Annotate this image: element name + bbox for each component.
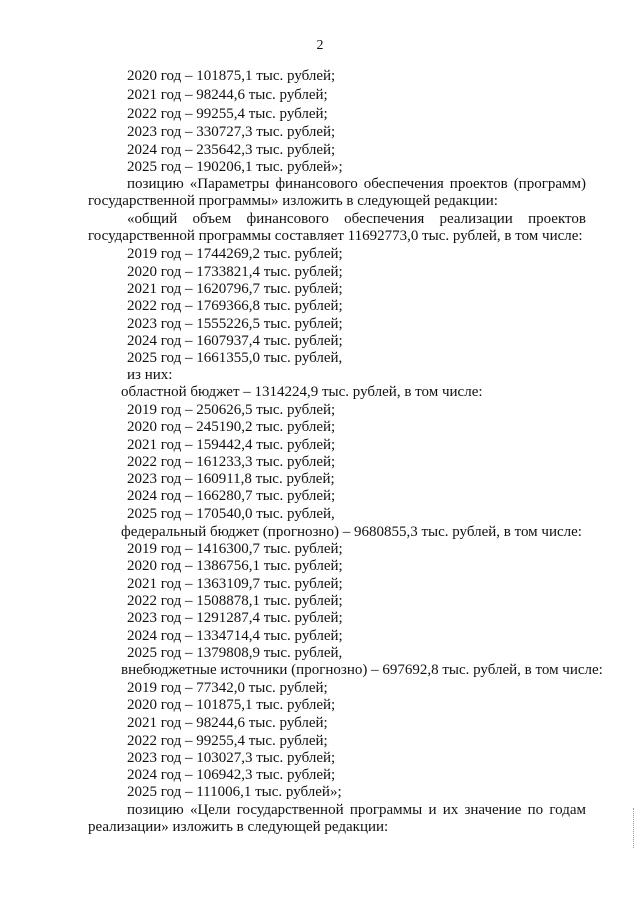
paragraph-line: государственной программы составляет 11692773,0 тыс. рублей, в том числе: [88,228,583,244]
paragraph-line: «общий объем финансового обеспечения реализации проектов [127,211,586,227]
text-line: 2021 год – 159442,4 тыс. рублей; [127,437,336,453]
text-line: из них: [127,367,173,383]
text-line: 2021 год – 98244,6 тыс. рублей; [127,87,328,103]
text-line: 2020 год – 245190,2 тыс. рублей; [127,419,336,435]
text-line: 2020 год – 101875,1 тыс. рублей; [127,697,336,713]
text-line: 2022 год – 99255,4 тыс. рублей; [127,733,328,749]
text-line: 2019 год – 1744269,2 тыс. рублей; [127,246,343,262]
text-line: 2020 год – 1386756,1 тыс. рублей; [127,558,343,574]
text-line: 2020 год – 101875,1 тыс. рублей; [127,68,336,84]
text-line: 2022 год – 161233,3 тыс. рублей; [127,454,336,470]
page-number: 2 [316,38,324,53]
section-heading-line: федеральный бюджет (прогнозно) – 9680855,3 тыс. рублей, в том числе: [121,524,582,540]
text-line: 2021 год – 1620796,7 тыс. рублей; [127,281,343,297]
section-heading-line: внебюджетные источники (прогнозно) – 697692,8 тыс. рублей, в том числе: [121,662,603,678]
text-line: 2019 год – 1416300,7 тыс. рублей; [127,541,343,557]
text-line: 2025 год – 1379808,9 тыс. рублей, [127,645,343,661]
text-line: 2022 год – 99255,4 тыс. рублей; [127,106,328,122]
text-line: 2024 год – 1607937,4 тыс. рублей; [127,333,343,349]
text-line: 2023 год – 103027,3 тыс. рублей; [127,750,336,766]
text-line: 2023 год – 1291287,4 тыс. рублей; [127,610,343,626]
text-line: 2024 год – 106942,3 тыс. рублей; [127,767,336,783]
text-line: 2024 год – 1334714,4 тыс. рублей; [127,628,343,644]
text-line: 2022 год – 1508878,1 тыс. рублей; [127,593,343,609]
text-line: 2019 год – 250626,5 тыс. рублей; [127,402,336,418]
text-line: 2021 год – 1363109,7 тыс. рублей; [127,576,343,592]
text-line: 2023 год – 1555226,5 тыс. рублей; [127,316,343,332]
text-line: 2025 год – 170540,0 тыс. рублей, [127,506,335,522]
text-line: 2025 год – 111006,1 тыс. рублей»; [127,784,342,800]
text-line: 2025 год – 1661355,0 тыс. рублей, [127,350,343,366]
paragraph-line: реализации» изложить в следующей редакции: [88,819,389,835]
text-line: 2024 год – 235642,3 тыс. рублей; [127,142,336,158]
paragraph-line: позицию «Параметры финансового обеспечения проектов (программ) [127,176,586,192]
paragraph-line: государственной программы» изложить в следующей редакции: [88,193,498,209]
text-line: 2019 год – 77342,0 тыс. рублей; [127,680,328,696]
text-line: 2022 год – 1769366,8 тыс. рублей; [127,298,343,314]
text-line: 2024 год – 166280,7 тыс. рублей; [127,488,336,504]
text-line: 2025 год – 190206,1 тыс. рублей»; [127,159,343,175]
text-line: 2023 год – 330727,3 тыс. рублей; [127,124,336,140]
text-line: 2023 год – 160911,8 тыс. рублей; [127,471,335,487]
text-line: 2021 год – 98244,6 тыс. рублей; [127,715,328,731]
scan-edge-mark [633,808,636,848]
text-line: 2020 год – 1733821,4 тыс. рублей; [127,264,343,280]
section-heading-line: областной бюджет – 1314224,9 тыс. рублей, в том числе: [121,384,483,400]
paragraph-line: позицию «Цели государственной программы и их значение по годам [127,802,586,818]
